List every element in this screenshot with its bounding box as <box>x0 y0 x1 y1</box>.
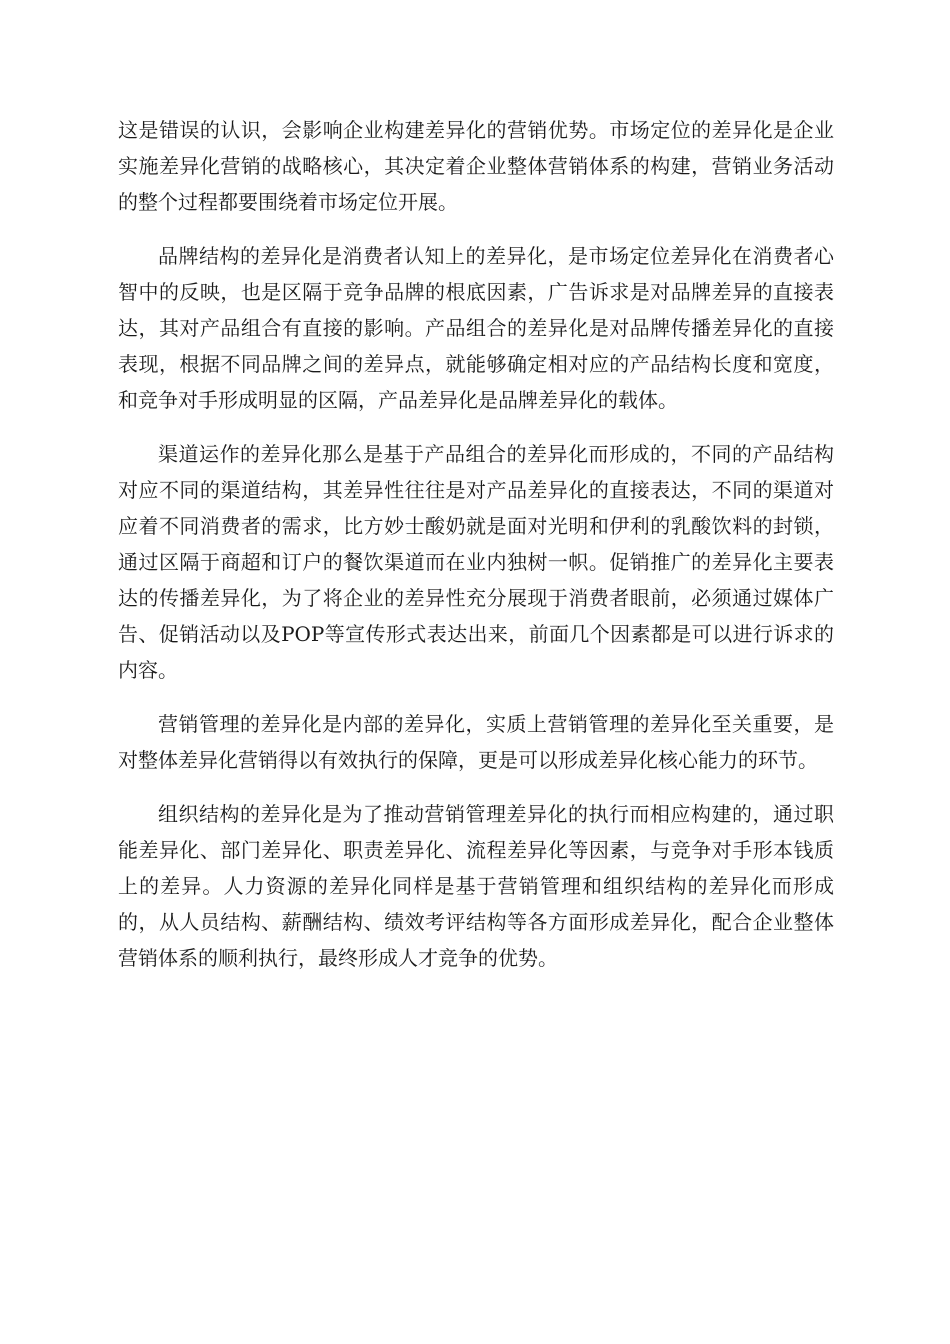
document-body <box>118 112 834 994</box>
paragraph-continuation: 这是错误的认识，会影响企业构建差异化的营销优势。市场定位的差异化是企业实施差异化营销的战略核心，其决定着企业整体营销体系的构建，营销业务活动的整个过程都要围绕着市场定位开展。 <box>118 118 834 214</box>
paragraph-marketing-management: 营销管理的差异化是内部的差异化，实质上营销管理的差异化至关重要，是对整体差异化营销得以有效执行的保障，更是可以形成差异化核心能力的环节。 <box>118 712 834 772</box>
paragraph-brand-structure: 品牌结构的差异化是消费者认知上的差异化，是市场定位差异化在消费者心智中的反映，也是区隔于竞争品牌的根底因素，广告诉求是对品牌差异的直接表达，其对产品组合有直接的影响。产品组合的差异化是对品牌传播差异化的直接表现，根据不同品牌之间的差异点，就能够确定相对应的产品结构长度和宽度，和竞争对手形成明显的区隔，产品差异化是品牌差异化的载体。 <box>118 244 834 412</box>
paragraph-organization-structure: 组织结构的差异化是为了推动营销管理差异化的执行而相应构建的，通过职能差异化、部门差异化、职责差异化、流程差异化等因素，与竞争对手形本钱质上的差异。人力资源的差异化同样是基于营销管理和组织结构的差异化而形成的，从人员结构、薪酬结构、绩效考评结构等各方面形成差异化，配合企业整体营销体系的顺利执行，最终形成人才竞争的优势。 <box>118 802 834 970</box>
paragraph-channel-operation: 渠道运作的差异化那么是基于产品组合的差异化而形成的，不同的产品结构对应不同的渠道结构，其差异性往往是对产品差异化的直接表达，不同的渠道对应着不同消费者的需求，比方妙士酸奶就是面对光明和伊利的乳酸饮料的封锁，通过区隔于商超和订户的餐饮渠道而在业内独树一帜。促销推广的差异化主要表达的传播差异化，为了将企业的差异性充分展现于消费者眼前，必须通过媒体广告、促销活动以及POP等宣传形式表达出来，前面几个因素都是可以进行诉求的内容。 <box>118 442 834 682</box>
